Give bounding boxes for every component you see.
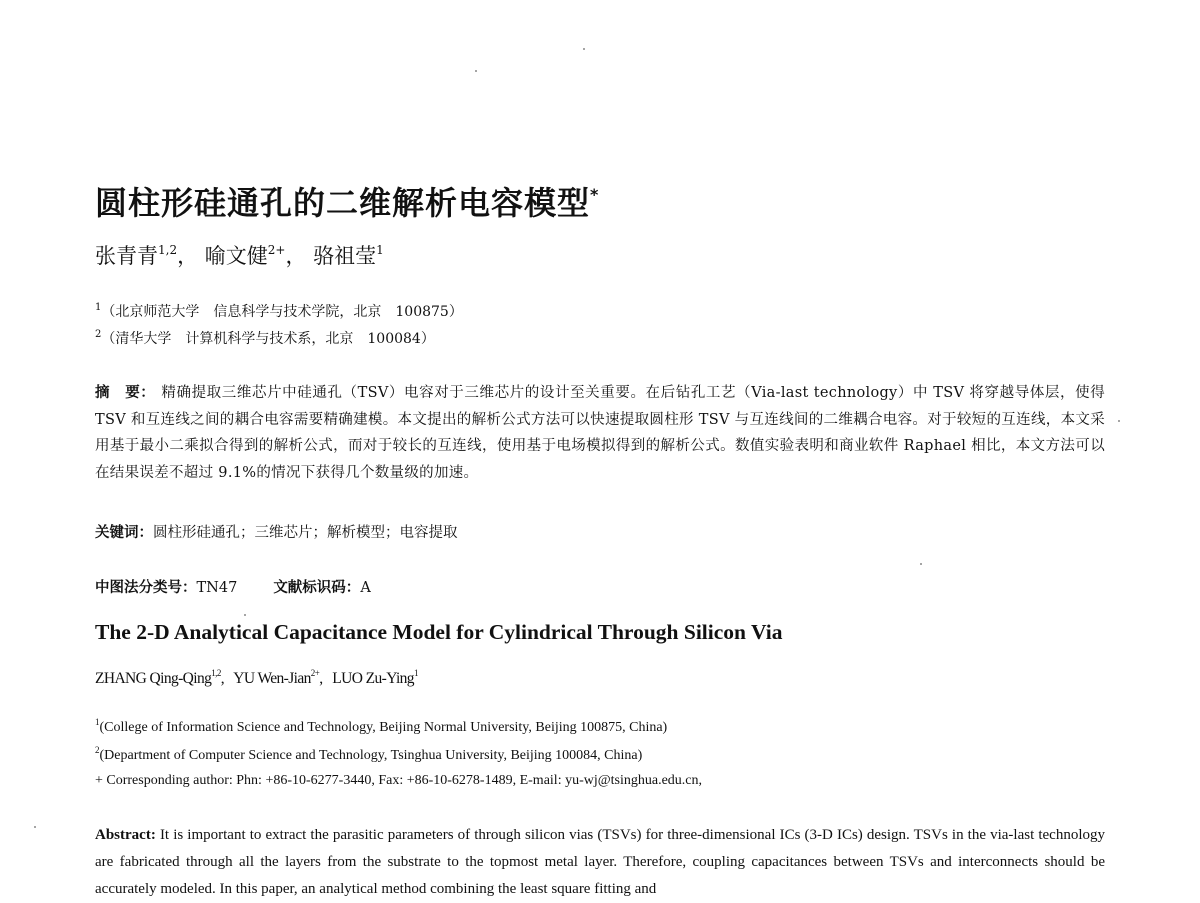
author-affil-mark: 1,2 bbox=[158, 243, 178, 257]
affiliation-text: (Department of Computer Science and Technology, Tsinghua University, Beijing 100084, China) bbox=[99, 748, 643, 763]
affiliation-text: (College of Information Science and Technology, Beijing Normal University, Beijing 100875, China) bbox=[99, 720, 668, 735]
author-affil-mark: 1 bbox=[413, 668, 418, 678]
class-number-label: 中图法分类号： bbox=[95, 579, 197, 596]
paper-title-cn bbox=[95, 178, 599, 224]
keywords-text: 圆柱形硅通孔；三维芯片；解析模型；电容提取 bbox=[153, 525, 458, 541]
title-footnote-mark: * bbox=[590, 185, 600, 204]
affiliation-text: （清华大学 计算机科学与技术系，北京 100084） bbox=[101, 331, 435, 347]
author-affil-mark: 1 bbox=[376, 243, 384, 257]
author-separator: ， bbox=[177, 244, 199, 268]
abstract-en-text: It is important to extract the parasitic parameters of through silicon vias (TSVs) for three-dimensional ICs (3-D ICs) design. TSVs in the via-last technology are fabricated through all the layers from the substrate to the topmost metal layer. Therefore, coupling capacitances between TSVs and interconnects should be accurately modeled. In this paper, an analytical method combining the least square fitting and bbox=[95, 827, 1106, 897]
scan-speck bbox=[920, 563, 922, 565]
corresponding-author bbox=[95, 773, 702, 789]
abstract-cn-label: 摘 要： bbox=[95, 384, 156, 401]
author-separator: , bbox=[220, 670, 225, 687]
paper-title-cn-text: 圆柱形硅通孔的二维解析电容模型 bbox=[95, 184, 591, 222]
affiliation-mark: 2 bbox=[95, 745, 100, 755]
affiliation-en-2 bbox=[95, 745, 642, 764]
author-name: YU Wen-Jian bbox=[233, 670, 311, 687]
affiliation-mark: 1 bbox=[95, 717, 100, 727]
affiliation-mark: 1 bbox=[95, 302, 102, 313]
author-name: 喻文健 bbox=[204, 244, 268, 268]
scan-speck bbox=[34, 826, 36, 828]
abstract-cn-text: 精确提取三维芯片中硅通孔（TSV）电容对于三维芯片的设计至关重要。在后钻孔工艺（Via-last technology）中 TSV 将穿越导体层，使得 TSV 和互连线之间的耦合电容需要精确建模。本文提出的解析公式方法可以快速提取圆柱形 TSV 与互连线间的二维耦合电容。对于较短的互连线，本文采用基于最小二乘拟合得到的解析公式，而对于较长的互连线，使用基于电场模拟得到的解析公式。数值实验表明和商业软件 Raphael 相比，本文方法可以在结果误差不超过 9.1%的情况下获得几个数量级的加速。 bbox=[95, 385, 1105, 481]
authors-cn bbox=[95, 240, 384, 270]
author-separator: ， bbox=[285, 244, 307, 268]
author-affil-mark: 2+ bbox=[310, 668, 320, 678]
scan-speck bbox=[1118, 420, 1120, 422]
author-name: LUO Zu-Ying bbox=[332, 670, 414, 687]
doc-code-value: A bbox=[360, 580, 371, 596]
author-affil-mark: 2+ bbox=[267, 243, 286, 257]
doc-code-label: 文献标识码： bbox=[273, 579, 361, 596]
class-number-value: TN47 bbox=[196, 580, 238, 596]
abstract-en-label: Abstract: bbox=[95, 827, 156, 843]
authors-en bbox=[95, 668, 418, 688]
abstract-cn bbox=[95, 380, 1105, 486]
abstract-en bbox=[95, 822, 1105, 903]
author-separator: , bbox=[319, 670, 323, 687]
keywords-cn bbox=[95, 521, 458, 542]
affiliation-mark: 2 bbox=[95, 329, 102, 340]
paper-title-en: The 2-D Analytical Capacitance Model for Cylindrical Through Silicon Via bbox=[95, 620, 783, 644]
scan-speck bbox=[475, 70, 477, 72]
keywords-label: 关键词： bbox=[95, 524, 153, 541]
author-name: 骆祖莹 bbox=[313, 244, 377, 268]
corresponding-author-text: + Corresponding author: Phn: +86-10-6277-3440, Fax: +86-10-6278-1489, E-mail: yu-wj@tsinghua.edu.cn, bbox=[95, 773, 703, 788]
affiliation-cn-2 bbox=[95, 328, 435, 348]
scan-speck bbox=[244, 614, 246, 616]
author-name: 张青青 bbox=[95, 244, 158, 268]
affiliation-text: （北京师范大学 信息科学与技术学院，北京 100875） bbox=[101, 304, 463, 320]
scan-speck bbox=[583, 48, 585, 50]
affiliation-en-1 bbox=[95, 717, 667, 736]
author-affil-mark: 1,2 bbox=[211, 668, 221, 678]
author-name: ZHANG Qing-Qing bbox=[95, 670, 212, 687]
classification-line bbox=[95, 576, 371, 597]
affiliation-cn-1 bbox=[95, 301, 463, 321]
